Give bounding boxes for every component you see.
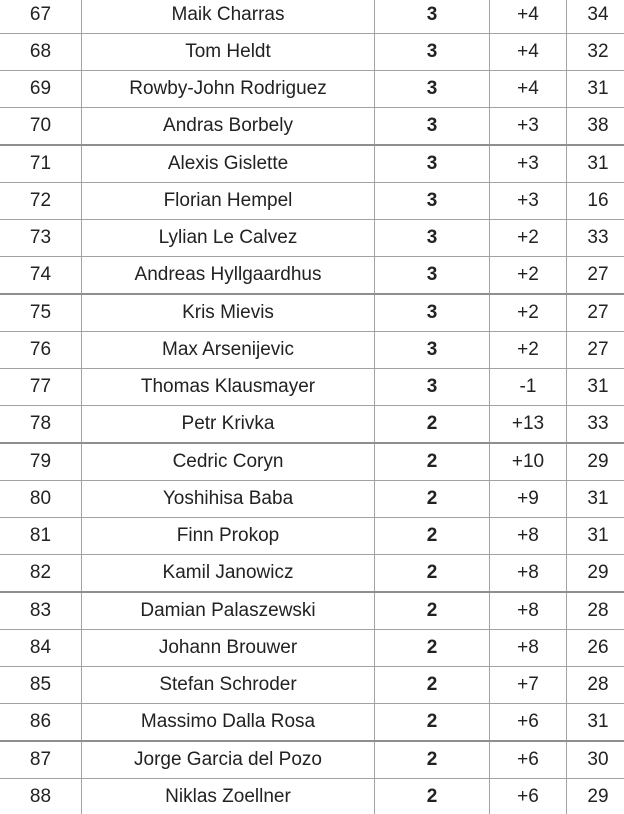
player-name-cell: Tom Heldt	[82, 34, 375, 71]
difference-cell: +2	[490, 220, 567, 257]
table-row	[0, 741, 624, 779]
rank-cell: 86	[0, 704, 82, 742]
points-cell: 3	[375, 145, 490, 183]
points-cell: 3	[375, 220, 490, 257]
value-cell: 27	[567, 257, 624, 295]
player-name-cell: Niklas Zoellner	[82, 779, 375, 814]
value-cell: 31	[567, 704, 624, 742]
points-cell: 3	[375, 71, 490, 108]
rank-cell: 81	[0, 518, 82, 555]
difference-cell: +4	[490, 34, 567, 71]
difference-cell: +9	[490, 481, 567, 518]
difference-cell: +8	[490, 630, 567, 667]
player-name-cell: Jorge Garcia del Pozo	[82, 741, 375, 779]
table-row	[0, 779, 624, 814]
table-row	[0, 332, 624, 369]
player-name-cell: Florian Hempel	[82, 183, 375, 220]
table-row	[0, 0, 624, 34]
table-row	[0, 257, 624, 295]
points-cell: 2	[375, 667, 490, 704]
table-row	[0, 518, 624, 555]
value-cell: 34	[567, 0, 624, 34]
player-name-cell: Yoshihisa Baba	[82, 481, 375, 518]
rank-cell: 82	[0, 555, 82, 593]
rank-cell: 85	[0, 667, 82, 704]
value-cell: 16	[567, 183, 624, 220]
rank-cell: 67	[0, 0, 82, 34]
points-cell: 2	[375, 741, 490, 779]
value-cell: 31	[567, 518, 624, 555]
points-cell: 2	[375, 592, 490, 630]
difference-cell: +6	[490, 779, 567, 814]
points-cell: 3	[375, 257, 490, 295]
value-cell: 31	[567, 369, 624, 406]
points-cell: 3	[375, 0, 490, 34]
rank-cell: 78	[0, 406, 82, 444]
value-cell: 29	[567, 779, 624, 814]
rank-cell: 73	[0, 220, 82, 257]
table-row	[0, 145, 624, 183]
table-row	[0, 220, 624, 257]
difference-cell: +4	[490, 0, 567, 34]
value-cell: 30	[567, 741, 624, 779]
difference-cell: +2	[490, 332, 567, 369]
player-name-cell: Rowby-John Rodriguez	[82, 71, 375, 108]
table-row	[0, 443, 624, 481]
points-cell: 2	[375, 481, 490, 518]
rank-cell: 87	[0, 741, 82, 779]
value-cell: 31	[567, 481, 624, 518]
difference-cell: +3	[490, 145, 567, 183]
value-cell: 31	[567, 145, 624, 183]
difference-cell: -1	[490, 369, 567, 406]
difference-cell: +13	[490, 406, 567, 444]
player-name-cell: Massimo Dalla Rosa	[82, 704, 375, 742]
table-row	[0, 592, 624, 630]
value-cell: 29	[567, 443, 624, 481]
difference-cell: +2	[490, 257, 567, 295]
value-cell: 28	[567, 592, 624, 630]
value-cell: 26	[567, 630, 624, 667]
rank-cell: 69	[0, 71, 82, 108]
rank-cell: 84	[0, 630, 82, 667]
player-name-cell: Finn Prokop	[82, 518, 375, 555]
rank-cell: 70	[0, 108, 82, 146]
points-cell: 2	[375, 555, 490, 593]
table-row	[0, 630, 624, 667]
points-cell: 2	[375, 630, 490, 667]
table-row	[0, 667, 624, 704]
player-name-cell: Kamil Janowicz	[82, 555, 375, 593]
difference-cell: +3	[490, 108, 567, 146]
value-cell: 28	[567, 667, 624, 704]
points-cell: 2	[375, 443, 490, 481]
points-cell: 3	[375, 332, 490, 369]
player-name-cell: Andras Borbely	[82, 108, 375, 146]
difference-cell: +7	[490, 667, 567, 704]
difference-cell: +8	[490, 592, 567, 630]
difference-cell: +6	[490, 704, 567, 742]
difference-cell: +8	[490, 518, 567, 555]
player-name-cell: Thomas Klausmayer	[82, 369, 375, 406]
player-name-cell: Andreas Hyllgaardhus	[82, 257, 375, 295]
table-row	[0, 71, 624, 108]
table-row	[0, 34, 624, 71]
points-cell: 3	[375, 183, 490, 220]
points-cell: 2	[375, 518, 490, 555]
points-cell: 3	[375, 108, 490, 146]
points-cell: 3	[375, 34, 490, 71]
rank-cell: 68	[0, 34, 82, 71]
table-row	[0, 555, 624, 593]
player-name-cell: Max Arsenijevic	[82, 332, 375, 369]
rank-cell: 79	[0, 443, 82, 481]
rank-cell: 74	[0, 257, 82, 295]
value-cell: 29	[567, 555, 624, 593]
points-cell: 2	[375, 704, 490, 742]
rank-cell: 71	[0, 145, 82, 183]
value-cell: 33	[567, 406, 624, 444]
rank-cell: 72	[0, 183, 82, 220]
table-row	[0, 369, 624, 406]
player-name-cell: Maik Charras	[82, 0, 375, 34]
player-name-cell: Kris Mievis	[82, 294, 375, 332]
difference-cell: +4	[490, 71, 567, 108]
difference-cell: +6	[490, 741, 567, 779]
rank-cell: 80	[0, 481, 82, 518]
difference-cell: +8	[490, 555, 567, 593]
value-cell: 32	[567, 34, 624, 71]
rank-cell: 88	[0, 779, 82, 814]
points-cell: 3	[375, 294, 490, 332]
table-row	[0, 704, 624, 742]
table-row	[0, 108, 624, 146]
player-name-cell: Cedric Coryn	[82, 443, 375, 481]
table-row	[0, 481, 624, 518]
value-cell: 31	[567, 71, 624, 108]
rank-cell: 83	[0, 592, 82, 630]
rank-cell: 75	[0, 294, 82, 332]
value-cell: 27	[567, 332, 624, 369]
rank-cell: 77	[0, 369, 82, 406]
table-row	[0, 294, 624, 332]
player-name-cell: Damian Palaszewski	[82, 592, 375, 630]
table-row	[0, 406, 624, 444]
rank-cell: 76	[0, 332, 82, 369]
value-cell: 33	[567, 220, 624, 257]
player-name-cell: Lylian Le Calvez	[82, 220, 375, 257]
points-cell: 2	[375, 406, 490, 444]
player-name-cell: Petr Krivka	[82, 406, 375, 444]
points-cell: 2	[375, 779, 490, 814]
difference-cell: +10	[490, 443, 567, 481]
value-cell: 27	[567, 294, 624, 332]
difference-cell: +3	[490, 183, 567, 220]
value-cell: 38	[567, 108, 624, 146]
player-name-cell: Johann Brouwer	[82, 630, 375, 667]
player-name-cell: Stefan Schroder	[82, 667, 375, 704]
table-row	[0, 183, 624, 220]
difference-cell: +2	[490, 294, 567, 332]
player-name-cell: Alexis Gislette	[82, 145, 375, 183]
points-cell: 3	[375, 369, 490, 406]
